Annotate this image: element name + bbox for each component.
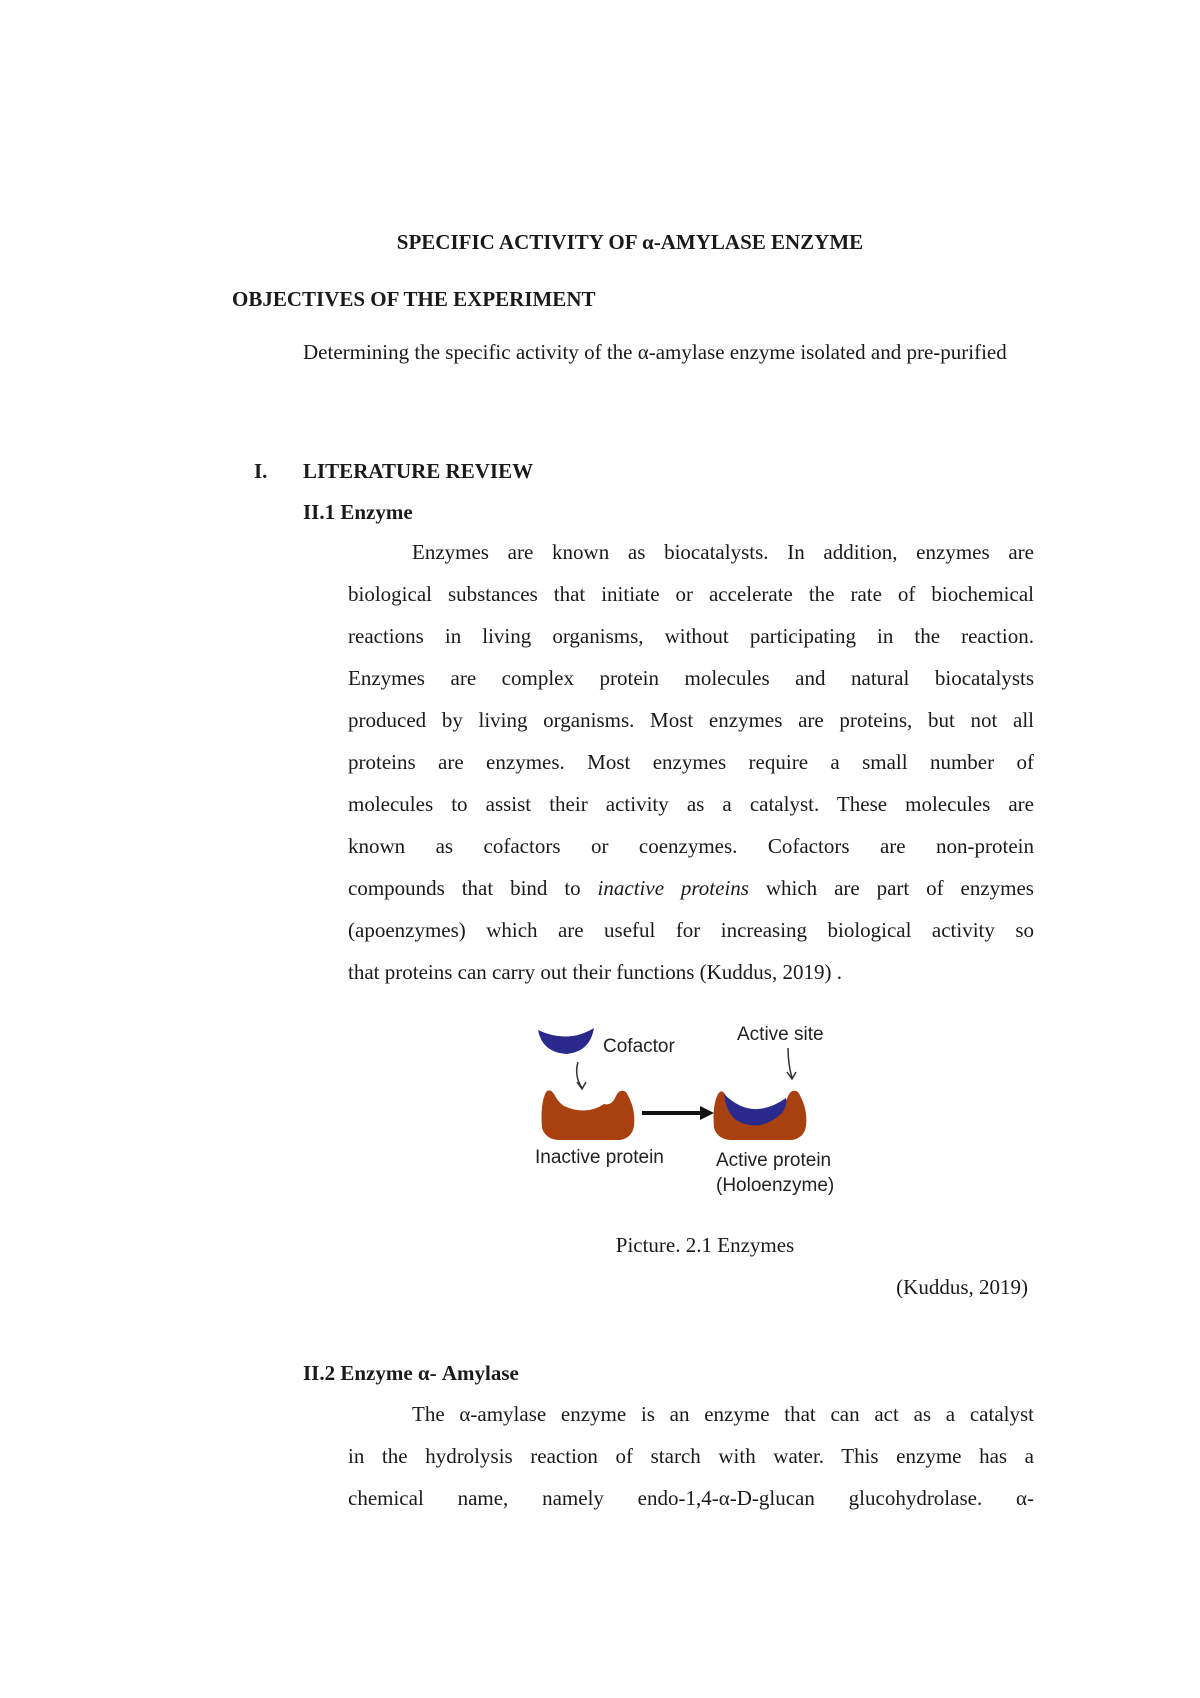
amylase-paragraph (348, 1393, 1034, 1519)
line-text: compounds that bind to (348, 876, 598, 900)
paragraph-line: biological substances that initiate or accelerate the rate of biochemical (348, 582, 1034, 606)
inactive-protein-shape (542, 1090, 635, 1140)
paragraph-line: Enzymes are complex protein molecules and natural biocatalysts (348, 666, 1034, 690)
objectives-heading: OBJECTIVES OF THE EXPERIMENT (232, 287, 596, 311)
subsection-heading-amylase: II.2 Enzyme α- Amylase (303, 1361, 519, 1385)
paragraph-line: reactions in living organisms, without participating in the reaction. (348, 624, 1034, 648)
holoenzyme-label: (Holoenzyme) (716, 1175, 835, 1196)
paragraph-line: proteins are enzymes. Most enzymes require a small number of (348, 750, 1034, 774)
line-text: which are part of enzymes (748, 876, 1034, 900)
paragraph-line: in the hydrolysis reaction of starch with water. This enzyme has a (348, 1444, 1034, 1468)
document-title: SPECIFIC ACTIVITY OF α-AMYLASE ENZYME (396, 230, 864, 254)
paragraph-line: Enzymes are known as biocatalysts. In addition, enzymes are (412, 540, 1034, 564)
paragraph-line: (apoenzymes) which are useful for increasing biological activity so (348, 918, 1034, 942)
section-number: I. (254, 459, 268, 483)
inactive-protein-label: Inactive protein (535, 1147, 664, 1168)
figure-citation: (Kuddus, 2019) (896, 1275, 1028, 1299)
paragraph-line: The α-amylase enzyme is an enzyme that can act as a catalyst (412, 1402, 1034, 1426)
pointer-arrowhead (577, 1082, 586, 1089)
section-title: LITERATURE REVIEW (303, 459, 534, 483)
subsection-heading-enzyme: II.1 Enzyme (303, 500, 413, 524)
paragraph-line: that proteins can carry out their functions (Kuddus, 2019) . (348, 960, 842, 984)
enzyme-figure (520, 1018, 860, 1208)
enzyme-paragraph (348, 531, 1034, 993)
paragraph-line: molecules to assist their activity as a catalyst. These molecules are (348, 792, 1034, 816)
active-protein-label: Active protein (716, 1150, 832, 1171)
paragraph-line: chemical name, namely endo-1,4-α-D-glucan glucohydrolase. α- (348, 1486, 1034, 1510)
figure-caption: Picture. 2.1 Enzymes (615, 1233, 795, 1257)
italic-term: inactive proteins (597, 876, 749, 900)
paragraph-line: known as cofactors or coenzymes. Cofactors are non-protein (348, 834, 1034, 858)
cofactor-shape (538, 1028, 594, 1054)
paragraph-line (348, 867, 1034, 909)
active-site-label: Active site (737, 1024, 824, 1045)
objectives-text: Determining the specific activity of the α-amylase enzyme isolated and pre-purified (303, 340, 1007, 364)
transition-arrowhead (700, 1106, 714, 1120)
paragraph-line: produced by living organisms. Most enzymes are proteins, but not all (348, 708, 1034, 732)
cofactor-label: Cofactor (603, 1036, 675, 1057)
